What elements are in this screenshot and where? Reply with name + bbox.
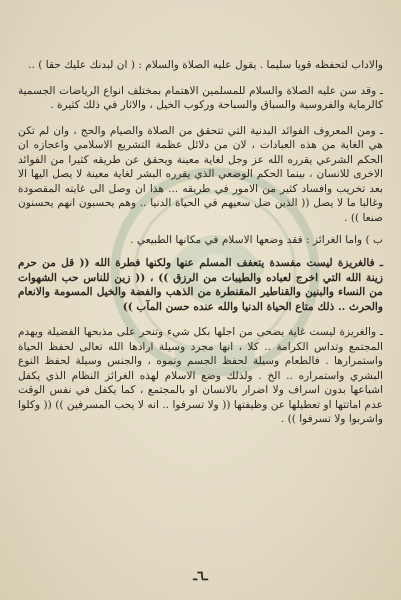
page-number: ـ٦ـ bbox=[193, 569, 208, 584]
section-heading-instincts: ب ) واما الغرائز : فقد وضعها الاسلام في مكانها الطبيعي . bbox=[130, 234, 383, 247]
document-body bbox=[18, 58, 383, 427]
paragraph-instinct-means: ـ والغريزة ليست غاية يضحى من اجلها بكل شيء وتنحر على مذبحها الفضيلة ويهدم المجتمع وتداس الكرامة .. كلا ، انها مجرد وسيلة ارادها الله تعالى لحفظ الحياة واستمرارها . فالطعام وسيلة لحفظ الجسم ونموه ، والجنس وسيلة لحفظ النوع البشري واستمراره .. الخ . ولذلك وضع الاسلام لهذه الغرائز النظام الذي يكفل اشباعها بدون اسراف ولا اضرار بالانسان او بالمجتمع ، كما يكفل في نفس الوقت عدم اماتتها او تعطيلها عن وظيفتها (( ولا تسرفوا .. انه لا يحب المسرفين )) (( وكلوا واشربوا ولا تسرفوا )) . bbox=[18, 326, 383, 426]
paragraph-instinct-nature: ـ فالغريزة ليست مفسدة يتعفف المسلم عنها ولكنها فطرة الله (( قل من حرم زينة الله التي اخرج لعباده والطيبات من الرزق )) ، (( زين للناس حب الشهوات من النساء والبنين والقناطير المقنطرة من الذهب والفضة والخيل المسومة والانعام والحرث .. ذلك متاع الحياة الدنيا والله عنده حسن المآب )) bbox=[18, 257, 383, 313]
paragraph-worship-benefits: ـ ومن المعروف الفوائد البدنية التي تتحقق من الصلاة والصيام والحج ، وان لم تكن هي الغاية من هذه العبادات ، لان من دلائل عظمة التشريع الاسلامي واعجازه ان الحكم الشرعي يقرره الله عز وجل لغاية معينة ويحقق عن طريقه كثيرا من الفوائد الاخرى للانسان ، بينما الحكم الوضعي الذي يقرره البشر لغاية معينة لا يصل اليها الا بعد تخريب وافساد كثير من الامور في طريقه ... هذا ان وصل الى غايته المقصودة وغالبا ما لا يصل (( الذين ضل سعيهم في الحياة الدنيا .. وهم يحسبون انهم يحسنون صنعا )) . bbox=[18, 124, 383, 224]
paragraph-sports: ـ وقد سن عليه الصلاة والسلام للمسلمين الاهتمام بمختلف انواع الرياضات الجسمية كالرماية والفروسية والسباق والسباحة وركوب الخيل ، والاثار في ذلك كثيرة . bbox=[18, 84, 383, 112]
paragraph-rights-of-body: والاداب لتحفظه قويا سليما . يقول عليه الصلاة والسلام : ( ان لبدنك عليك حقا ) .. bbox=[28, 59, 383, 71]
